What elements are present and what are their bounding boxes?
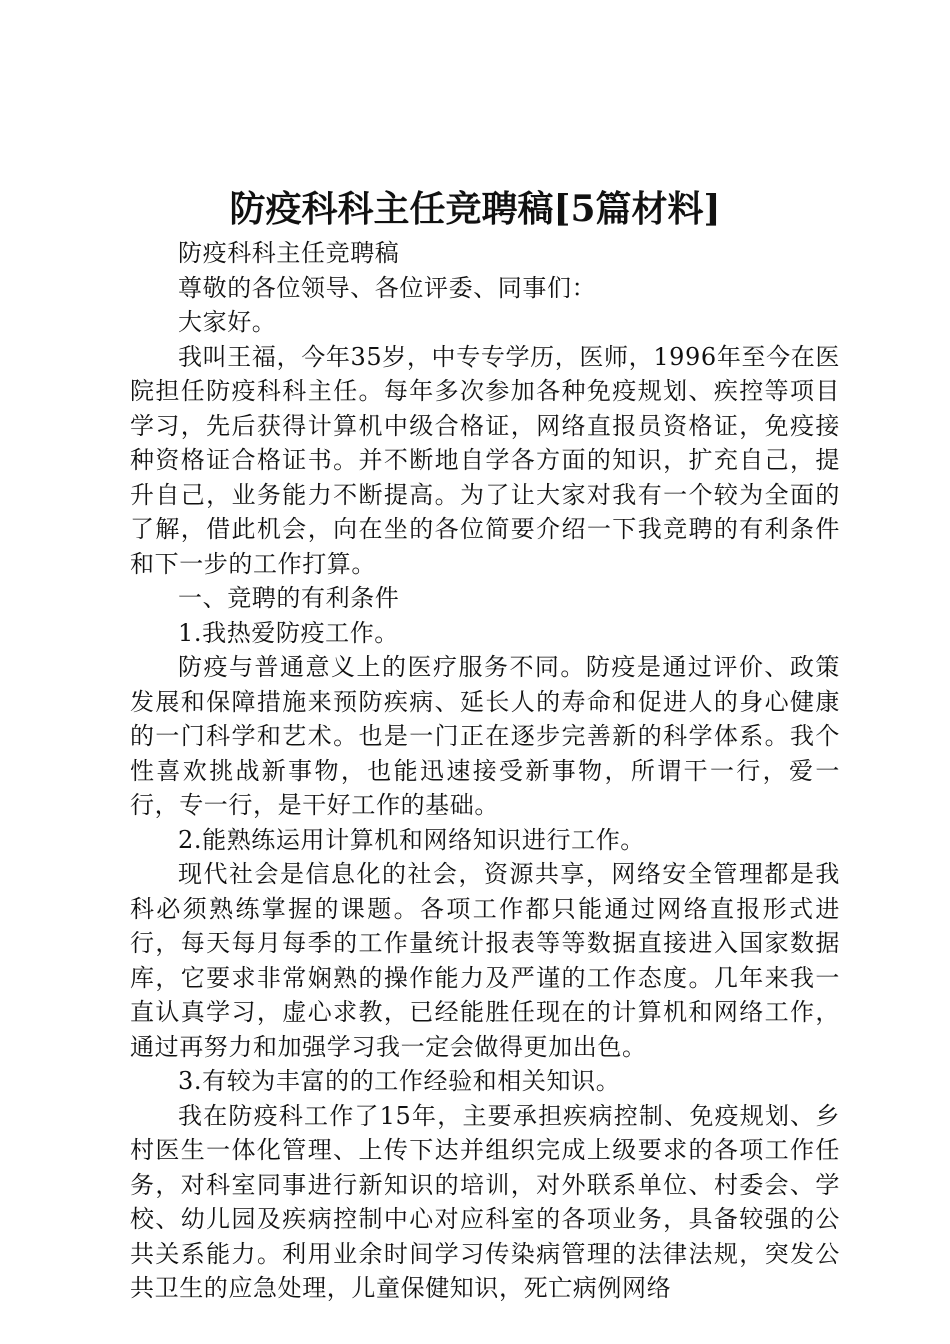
- paragraph-subtitle: 防疫科科主任竞聘稿: [178, 239, 400, 267]
- document-body: [130, 236, 840, 1306]
- paragraph-introduction: 我叫王福，今年35岁，中专专学历，医师，1996年至今在医院担任防疫科科主任。每年多次参加各种免疫规划、疾控等项目学习，先后获得计算机中级合格证，网络直报员资格证，免疫接种资格证合格证书。并不断地自学各方面的知识，扩充自己，提升自己，业务能力不断提高。为了让大家对我有一个较为全面的了解，借此机会，向在坐的各位简要介绍一下我竞聘的有利条件和下一步的工作打算。: [130, 342, 840, 578]
- paragraph-point-3: 我在防疫科工作了15年，主要承担疾病控制、免疫规划、乡村医生一体化管理、上传下达并组织完成上级要求的各项工作任务，对科室同事进行新知识的培训，对外联系单位、村委会、学校、幼儿园及疾病控制中心对应科室的各项业务，具备较强的公共关系能力。利用业余时间学习传染病管理的法律法规，突发公共卫生的应急处理，儿童保健知识，死亡病例网络: [130, 1101, 840, 1302]
- document-title: 防疫科科主任竞聘稿[5篇材料]: [229, 188, 721, 230]
- paragraph-point-2: 现代社会是信息化的社会，资源共享，网络安全管理都是我科必须熟练掌握的课题。各项工作都只能通过网络直报形式进行，每天每月每季的工作量统计报表等等数据直接进入国家数据库，它要求非常娴熟的操作能力及严谨的工作态度。几年来我一直认真学习，虚心求教，已经能胜任现在的计算机和网络工作，通过再努力和加强学习我一定会做得更加出色。: [130, 860, 840, 1061]
- paragraph-salutation: 尊敬的各位领导、各位评委、同事们：: [178, 273, 597, 302]
- paragraph-point-1: 防疫与普通意义上的医疗服务不同。防疫是通过评价、政策发展和保障措施来预防疾病、延长人的寿命和促进人的身心健康的一门科学和艺术。也是一门正在逐步完善新的科学体系。我个性喜欢挑战新事物，也能迅速接受新事物，所谓干一行，爱一行，专一行，是干好工作的基础。: [130, 653, 840, 819]
- paragraph-greeting: 大家好。: [178, 308, 277, 336]
- section-heading: 一、竞聘的有利条件: [178, 584, 400, 612]
- point-heading: 1.我热爱防疫工作。: [178, 618, 399, 647]
- point-heading: 3.有较为丰富的的工作经验和相关知识。: [178, 1067, 621, 1095]
- point-heading: 2.能熟练运用计算机和网络知识进行工作。: [178, 825, 645, 854]
